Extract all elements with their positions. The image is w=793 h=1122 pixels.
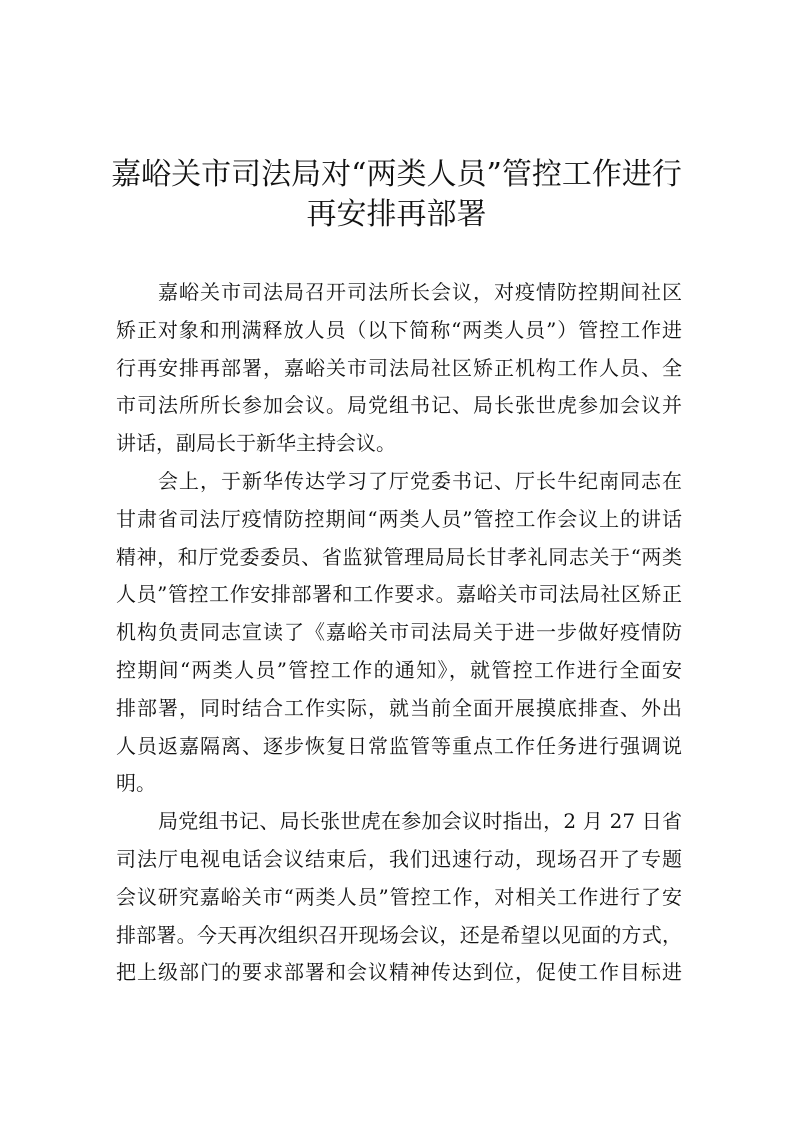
paragraph-1 xyxy=(116,274,682,463)
text-line: 矫正对象和刑满释放人员（以下简称“两类人员”）管控工作进 xyxy=(116,317,682,342)
text-line: 排部署，同时结合工作实际，就当前全面开展摸底排查、外出 xyxy=(116,695,682,720)
text-line: 控期间“两类人员”管控工作的通知》，就管控工作进行全面安 xyxy=(116,657,682,682)
text-line: 行再安排再部署，嘉峪关市司法局社区矫正机构工作人员、全 xyxy=(116,355,682,380)
title-line-1: 嘉峪关市司法局对“两类人员”管控工作进行 xyxy=(111,157,682,192)
text-line: 嘉峪关市司法局召开司法所长会议，对疫情防控期间社区 xyxy=(158,280,682,304)
text-line: 把上级部门的要求部署和会议精神传达到位，促使工作目标进 xyxy=(116,960,682,985)
text-line: 机构负责同志宣读了《嘉峪关市司法局关于进一步做好疫情防 xyxy=(116,620,682,645)
text-line: 局党组书记、局长张世虎在参加会议时指出，2 月 27 日省 xyxy=(158,809,682,834)
text-line: 人员”管控工作安排部署和工作要求。嘉峪关市司法局社区矫正 xyxy=(116,582,682,607)
document-title xyxy=(100,155,693,235)
text-line: 市司法所所长参加会议。局党组书记、局长张世虎参加会议并 xyxy=(116,393,682,418)
text-line: 司法厅电视电话会议结束后，我们迅速行动，现场召开了专题 xyxy=(116,846,682,871)
text-line: 明。 xyxy=(116,771,156,796)
text-line: 排部署。今天再次组织召开现场会议，还是希望以见面的方式， xyxy=(116,922,682,947)
text-line: 甘肃省司法厅疫情防控期间“两类人员”管控工作会议上的讲话 xyxy=(116,506,682,531)
text-line: 会上，于新华传达学习了厅党委书记、厅长牛纪南同志在 xyxy=(158,468,682,493)
document-body xyxy=(116,274,682,992)
text-line: 讲话，副局长于新华主持会议。 xyxy=(116,431,396,456)
title-line-2: 再安排再部署 xyxy=(306,197,487,232)
text-line: 人员返嘉隔离、逐步恢复日常监管等重点工作任务进行强调说 xyxy=(116,733,682,758)
text-line: 会议研究嘉峪关市“两类人员”管控工作，对相关工作进行了安 xyxy=(116,884,682,909)
paragraph-2 xyxy=(116,463,682,803)
text-line: 精神，和厅党委委员、省监狱管理局局长甘孝礼同志关于“两类 xyxy=(116,544,682,569)
paragraph-3 xyxy=(116,803,682,992)
